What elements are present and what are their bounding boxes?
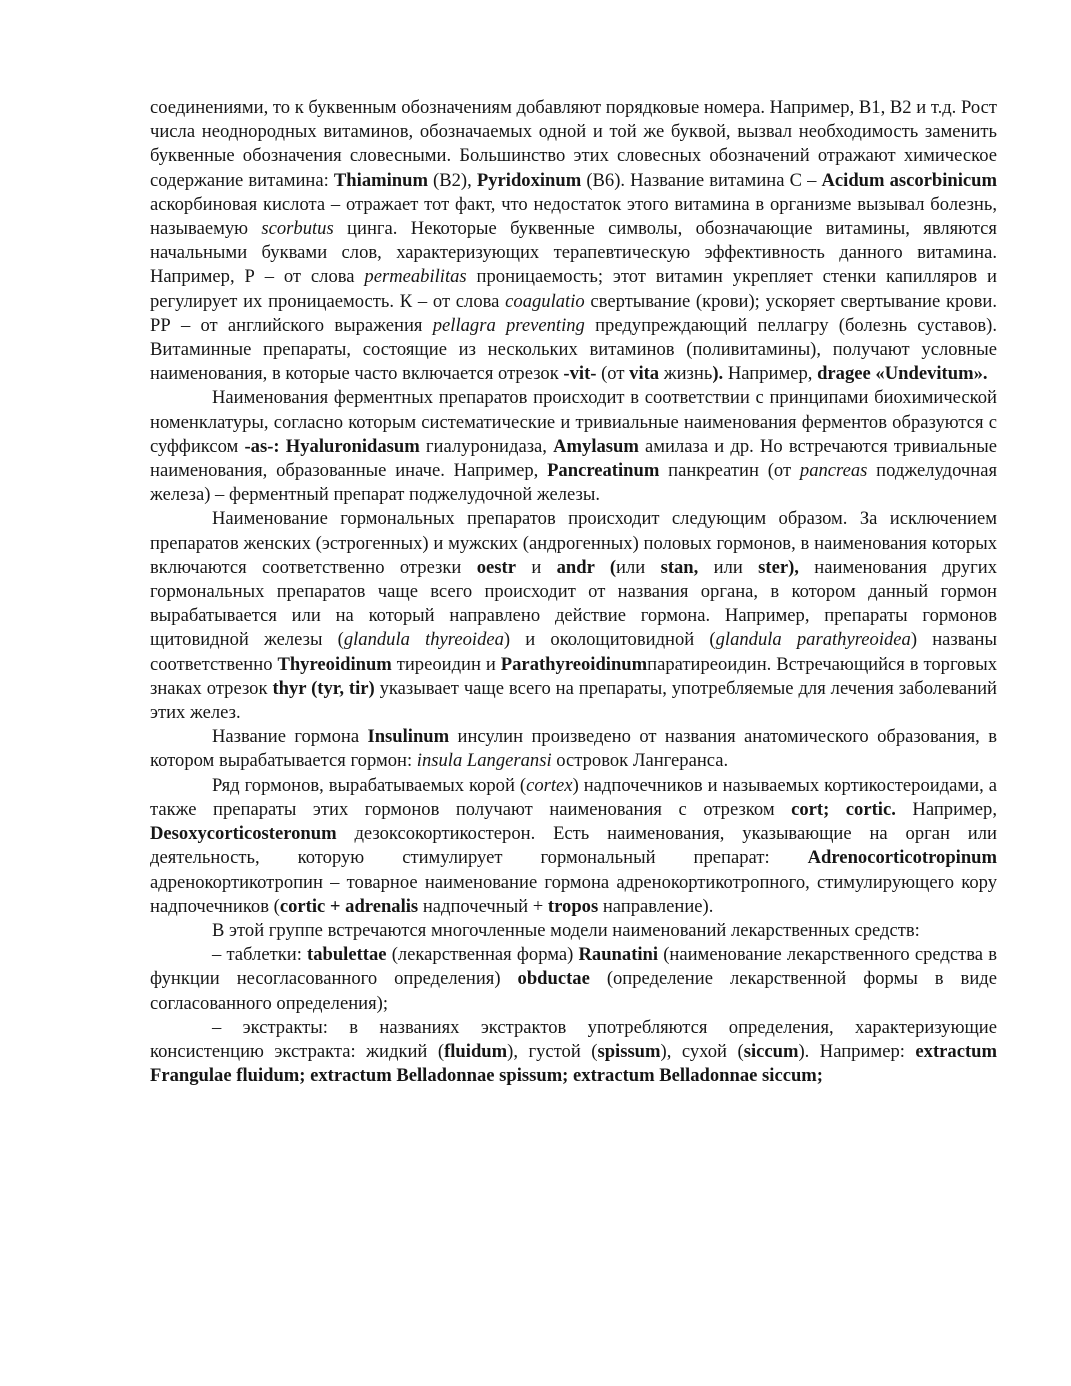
bold-term: tabulettae — [307, 944, 387, 966]
bold-term: cort; cortic. — [791, 798, 896, 820]
document-page — [150, 96, 997, 1088]
paragraph-vitamin-names — [150, 96, 997, 386]
text-run: инсулин произведено от названия анатомического образования, в котором вырабатывается гормон: — [150, 726, 997, 772]
bold-term: -vit- — [563, 363, 597, 385]
text-run: предупреждающий пеллагру (болезнь суставов). Витаминные препараты, состоящие из нескольких витаминов (поливитамины), получают условные наименования, в которые часто включается отрезок — [150, 314, 997, 385]
text-run: – экстракты: в названиях экстрактов употребляются определения, характеризующие консистенцию экстракта: жидкий ( — [150, 1016, 997, 1062]
text-run: В этой группе встречаются многочленные модели наименований лекарственных средств: — [212, 919, 920, 941]
bold-term: oestr — [476, 556, 516, 578]
text-run: панкреатин (от — [659, 460, 800, 482]
italic-term: cortex — [526, 774, 573, 796]
bold-term: cortic + adrenalis — [279, 895, 419, 917]
text-run: Наименование гормональных препаратов происходит следующим образом. За исключением препаратов женских (эстрогенных) и мужских (андрогенных) половых гормонов, в наименования которых включаются соответственно отрезки — [150, 508, 997, 578]
bold-term: tropos — [547, 895, 599, 917]
bold-term: Desoxycorticosteronum — [150, 823, 337, 845]
paragraph-hormone-names — [150, 507, 997, 725]
text-run: цинга. Некоторые буквенные символы, обозначающие витамины, являются начальными буквами слов, характеризующих терапевтическую эффективность данного витамина. Например, Р – от слова — [150, 218, 997, 288]
text-run: или — [698, 556, 759, 578]
bold-term: Amylasum — [553, 435, 639, 457]
text-run: Например, — [895, 798, 997, 820]
text-run: (лекарственная форма) — [386, 944, 579, 966]
bold-term: ster), — [758, 556, 799, 578]
bold-term: Insulinum — [367, 726, 450, 748]
text-run: Ряд гормонов, вырабатываемых корой ( — [212, 774, 527, 796]
text-run: амилаза и др. Но встречаются тривиальные наименования, образованные иначе. Например, — [150, 435, 997, 482]
text-run: островок Лангеранса. — [551, 750, 729, 772]
text-run: свертывание (крови); ускоряет свертывание крови. РР – от английского выражения — [150, 290, 997, 336]
text-run: адренокортикотропин – товарное наименование гормона адренокортикотропного, стимулирующего кору надпочечников ( — [150, 871, 997, 917]
bold-term: vita — [629, 363, 660, 385]
bold-term: Parathyreoidinum — [500, 653, 648, 675]
text-run: тиреоидин и — [391, 653, 501, 675]
text-run: – таблетки: — [212, 944, 308, 966]
text-run: или — [616, 556, 661, 578]
paragraph-tablets — [150, 943, 997, 1016]
text-run: указывает чаще всего на препараты, употребляемые для лечения заболеваний этих желез. — [150, 677, 997, 724]
bold-term: stan, — [660, 556, 699, 578]
text-run: Название гормона — [212, 726, 368, 748]
text-run: (B6). Название витамина С – — [581, 169, 822, 191]
text-run: направление). — [598, 895, 714, 917]
bold-term: Pyridoxinum — [476, 169, 582, 191]
paragraph-insulin — [150, 725, 997, 773]
bold-term: ). — [712, 363, 724, 385]
text-run: ) и околощитовидной ( — [503, 629, 716, 651]
bold-term: Thyreoidinum — [277, 653, 392, 675]
text-run: наименования других гормональных препаратов чаще всего происходит от названия органа, в котором данный гормон вырабатывается или на который направлено действие гормона. Например, препараты гормонов щитовидной железы ( — [150, 556, 997, 651]
bold-term: dragee «Undevitum». — [817, 363, 988, 385]
text-run: проницаемость; этот витамин укрепляет стенки капилляров и регулирует их проницаемость. К – от слова — [150, 266, 997, 312]
text-run: Наименования ферментных препаратов происходит в соответствии с принципами биохимической номенклатуры, согласно которым систематические и тривиальные наименования ферментов образуются с суффиксом — [150, 387, 997, 457]
text-run: надпочечный + — [418, 895, 548, 917]
text-run: ), сухой ( — [660, 1040, 744, 1062]
text-run: Например, — [723, 363, 818, 385]
text-run: поджелудочная железа) – ферментный препарат поджелудочной железы. — [150, 460, 997, 506]
bold-term: Raunatini — [578, 944, 659, 966]
paragraph-enzyme-names — [150, 386, 997, 507]
text-run: соединениями, то к буквенным обозначениям добавляют порядковые номера. Например, B1, B2 и т.д. Рост числа неоднородных витаминов, обозначаемых одной и той же буквой, вызвал необходимость заменить буквенные обозначения словесными. Большинство этих словесных обозначений отражают химическое содержание витамина: — [150, 97, 997, 191]
paragraph-extracts — [150, 1016, 997, 1089]
text-run: ), густой ( — [507, 1040, 598, 1062]
bold-term: Pancreatinum — [547, 460, 660, 482]
paragraph-multiword-models — [150, 919, 997, 943]
bold-term: Thiaminum — [333, 169, 428, 191]
text-run: аскорбиновая кислота – отражает тот факт, что недостаток этого витамина в организме вызывал болезнь, называемую — [150, 193, 997, 240]
bold-term: siccum — [743, 1040, 799, 1062]
bold-term: fluidum — [444, 1040, 508, 1062]
bold-term: Adrenocorticotropinum — [807, 847, 997, 869]
text-run: паратиреоидин. Встречающийся в торговых знаках отрезок — [150, 653, 997, 699]
italic-term: glandula parathyreoidea — [715, 629, 911, 651]
bold-term: obductae — [517, 968, 590, 990]
text-run: (наименование лекарственного средства в функции несогласованного определения) — [150, 944, 997, 990]
text-run: жизнь — [659, 363, 713, 385]
text-run: (от — [596, 363, 630, 385]
text-run: ) надпочечников и называемых кортикостероидами, а также препараты этих гормонов получают наименования с отрезком — [150, 774, 997, 820]
italic-term: insula Langeransi — [416, 750, 552, 772]
bold-term: extractum Frangulae fluidum; extractum Belladonnae spissum; extractum Belladonnae siccum; — [150, 1040, 997, 1087]
italic-term: glandula thyreoidea — [343, 629, 504, 651]
text-run: (определение лекарственной формы в виде согласованного определения); — [150, 968, 997, 1014]
italic-term: pancreas — [799, 460, 868, 482]
paragraph-corticosteroids — [150, 774, 997, 919]
bold-term: thyr (tyr, tir) — [272, 677, 375, 699]
text-run: гиалуронидаза, — [419, 435, 554, 457]
italic-term: permeabilitas — [364, 266, 467, 288]
bold-term: Acidum ascorbinicum — [821, 169, 998, 191]
text-run: и — [515, 556, 557, 578]
text-run: (B2), — [427, 169, 477, 191]
text-run: дезоксокортикостерон. Есть наименования, указывающие на орган или деятельность, которую стимулирует гормональный препарат: — [150, 823, 997, 869]
bold-term: -as-: Hyaluronidasum — [244, 435, 420, 457]
italic-term: coagulatio — [505, 290, 585, 312]
text-run: ) названы соответственно — [150, 629, 997, 675]
text-run: ). Например: — [798, 1040, 916, 1062]
bold-term: andr ( — [556, 556, 617, 578]
italic-term: pellagra preventing — [432, 314, 585, 336]
italic-term: scorbutus — [261, 218, 334, 240]
bold-term: spissum — [597, 1040, 661, 1062]
